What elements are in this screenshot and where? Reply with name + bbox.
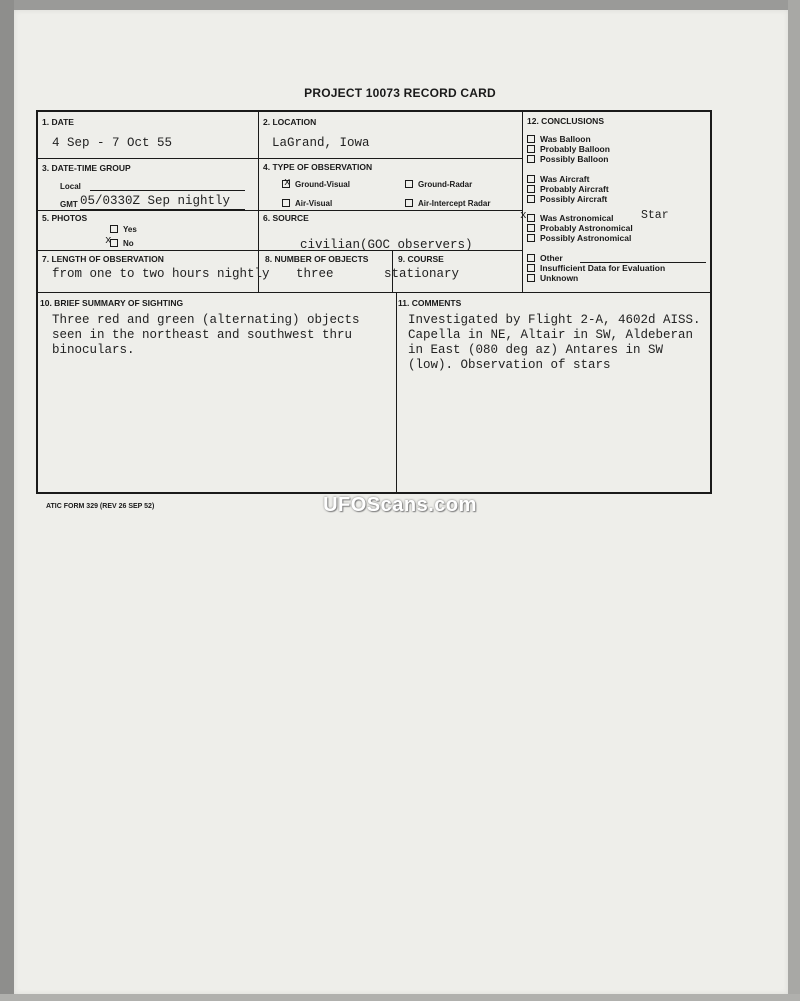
photos-label: 5. PHOTOS bbox=[42, 213, 88, 223]
conclusion-other: Other bbox=[527, 253, 563, 263]
option-air-visual: Air-Visual bbox=[282, 199, 332, 208]
ground-visual-check-mark: x bbox=[284, 177, 291, 189]
checkbox bbox=[527, 274, 535, 282]
date-time-group-label: 3. DATE-TIME GROUP bbox=[42, 163, 131, 173]
checkbox bbox=[527, 254, 535, 262]
checkbox bbox=[282, 199, 290, 207]
local-label: Local bbox=[60, 182, 81, 191]
source-label: 6. SOURCE bbox=[263, 213, 309, 223]
conclusion-possibly-balloon: Possibly Balloon bbox=[527, 154, 609, 164]
option-ground-radar: Ground-Radar bbox=[405, 180, 472, 189]
form-number: ATIC FORM 329 (REV 26 SEP 52) bbox=[46, 503, 155, 510]
number-of-objects-label: 8. NUMBER OF OBJECTS bbox=[265, 254, 369, 264]
summary-label: 10. BRIEF SUMMARY OF SIGHTING bbox=[40, 298, 184, 308]
date-value: 4 Sep - 7 Oct 55 bbox=[52, 136, 173, 150]
divider-row-2 bbox=[38, 210, 522, 211]
length-of-observation-value: from one to two hours nightly bbox=[52, 267, 270, 281]
checkbox bbox=[527, 234, 535, 242]
checkbox bbox=[527, 135, 535, 143]
local-underline bbox=[90, 190, 245, 191]
gmt-value: 05/0330Z Sep nightly bbox=[80, 194, 231, 208]
page-title: PROJECT 10073 RECORD CARD bbox=[304, 86, 496, 100]
checkbox bbox=[527, 155, 535, 163]
source-value: civilian(GOC observers) bbox=[300, 238, 473, 252]
photos-yes: Yes bbox=[110, 225, 137, 234]
comments-line-4: (low). Observation of stars bbox=[408, 358, 611, 372]
scan-edge-top bbox=[0, 0, 800, 10]
comments-line-1: Investigated by Flight 2-A, 4602d AISS. bbox=[408, 313, 701, 327]
comments-line-3: in East (080 deg az) Antares in SW bbox=[408, 343, 664, 357]
conclusion-insufficient-data: Insufficient Data for Evaluation bbox=[527, 263, 665, 273]
astronomical-check-mark: x bbox=[520, 210, 527, 222]
astronomical-note: Star bbox=[641, 209, 669, 222]
checkbox bbox=[527, 145, 535, 153]
divider-col-1 bbox=[258, 112, 259, 292]
course-label: 9. COURSE bbox=[398, 254, 444, 264]
divider-row-4 bbox=[38, 292, 710, 293]
gmt-label: GMT bbox=[60, 200, 78, 209]
watermark: UFOScans.com bbox=[323, 494, 477, 516]
checkbox bbox=[527, 195, 535, 203]
summary-line-3: binoculars. bbox=[52, 343, 135, 357]
checkbox bbox=[405, 199, 413, 207]
comments-label: 11. COMMENTS bbox=[398, 298, 462, 308]
conclusion-was-astronomical: Was Astronomical bbox=[527, 213, 614, 223]
divider-summary-comments bbox=[396, 292, 397, 492]
conclusion-possibly-aircraft: Possibly Aircraft bbox=[527, 194, 607, 204]
conclusion-was-balloon: Was Balloon bbox=[527, 134, 591, 144]
comments-line-2: Capella in NE, Altair in SW, Aldeberan bbox=[408, 328, 694, 342]
photos-no: No bbox=[110, 239, 134, 248]
summary-line-1: Three red and green (alternating) objects bbox=[52, 313, 360, 327]
conclusion-was-aircraft: Was Aircraft bbox=[527, 174, 589, 184]
conclusion-probably-balloon: Probably Balloon bbox=[527, 144, 610, 154]
date-label: 1. DATE bbox=[42, 117, 74, 127]
divider-conclusions bbox=[522, 112, 523, 292]
conclusions-label: 12. CONCLUSIONS bbox=[527, 116, 604, 126]
length-of-observation-label: 7. LENGTH OF OBSERVATION bbox=[42, 254, 164, 264]
conclusion-probably-astronomical: Probably Astronomical bbox=[527, 223, 633, 233]
checkbox bbox=[527, 185, 535, 193]
location-value: LaGrand, Iowa bbox=[272, 136, 370, 150]
conclusion-unknown: Unknown bbox=[527, 273, 578, 283]
checkbox bbox=[527, 264, 535, 272]
course-value: stationary bbox=[384, 267, 460, 281]
type-of-observation-label: 4. TYPE OF OBSERVATION bbox=[263, 162, 373, 172]
summary-line-2: seen in the northeast and southwest thru bbox=[52, 328, 353, 342]
checkbox bbox=[110, 225, 118, 233]
conclusion-probably-aircraft: Probably Aircraft bbox=[527, 184, 609, 194]
location-label: 2. LOCATION bbox=[263, 117, 317, 127]
divider-row-1 bbox=[38, 158, 522, 159]
option-air-intercept-radar: Air-Intercept Radar bbox=[405, 199, 490, 208]
number-of-objects-value: three bbox=[296, 267, 334, 281]
conclusion-possibly-astronomical: Possibly Astronomical bbox=[527, 233, 631, 243]
checkbox bbox=[405, 180, 413, 188]
scan-edge-bottom bbox=[0, 994, 800, 1001]
photos-no-check-mark: x bbox=[105, 235, 112, 247]
checkbox bbox=[527, 175, 535, 183]
checkbox bbox=[527, 224, 535, 232]
gmt-underline bbox=[80, 209, 245, 210]
option-ground-visual: Ground-Visual bbox=[282, 180, 350, 189]
checkbox bbox=[527, 214, 535, 222]
